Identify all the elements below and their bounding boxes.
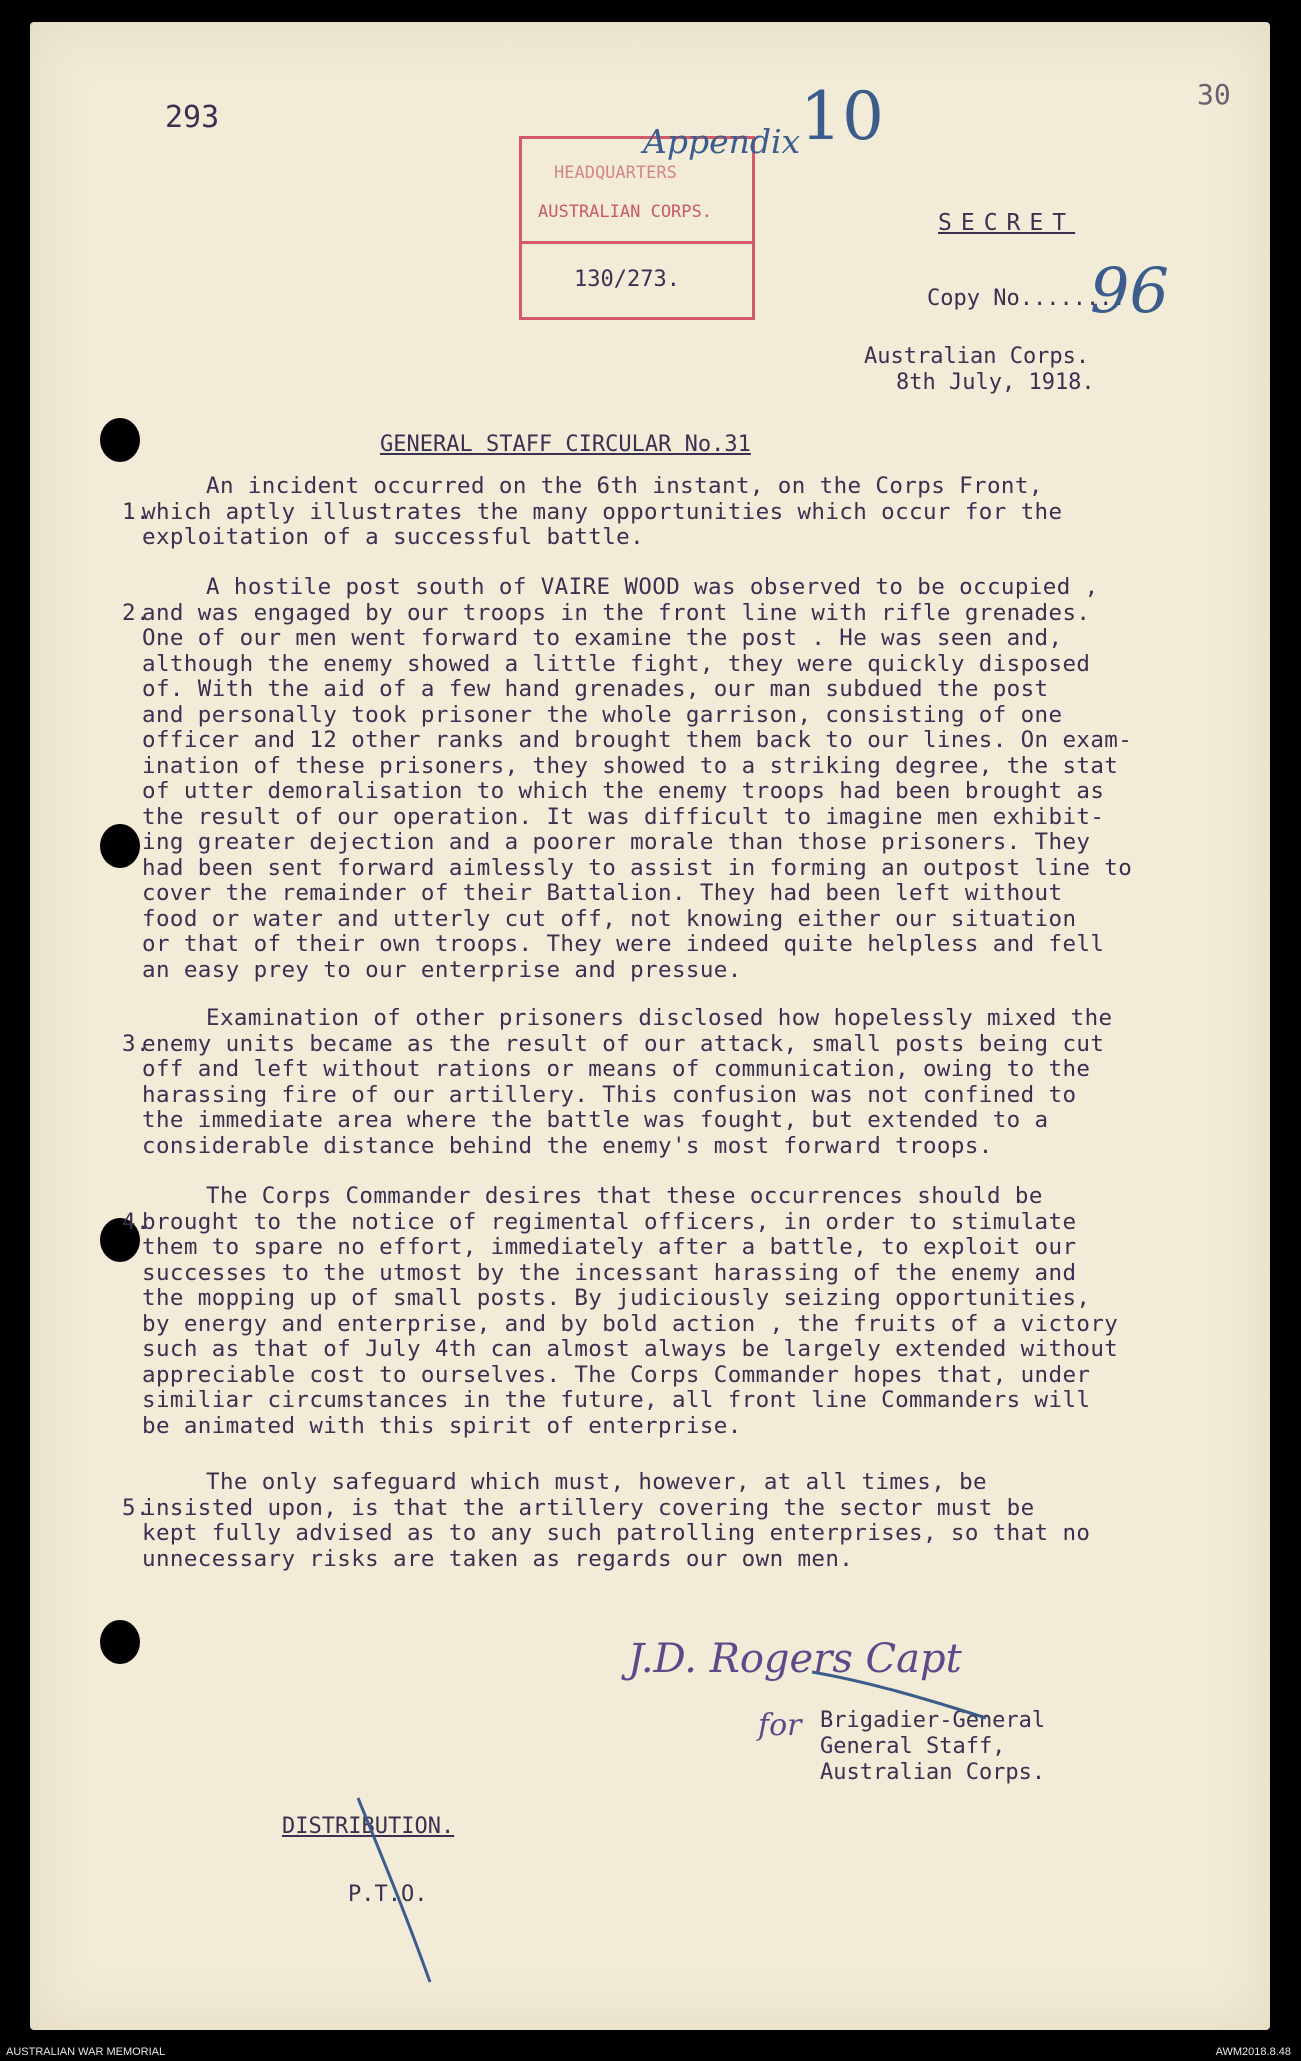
punch-hole — [100, 418, 140, 462]
paragraph-1 — [122, 473, 1252, 551]
paragraph-text: The only safeguard which must, however, at all times, be insisted upon, is that the artillery covering the sector must be kept fully advised as to any such patrolling enterprises, so that no unnecessary risks are taken as regards our own men. — [142, 1469, 1091, 1572]
footer-left: AUSTRALIAN WAR MEMORIAL — [6, 2046, 166, 2058]
punch-hole — [100, 824, 140, 868]
document-page — [30, 22, 1270, 2030]
paragraph-text: The Corps Commander desires that these occurrences should be brought to the notice of regimental officers, in order to stimulate them to spare no effort, immediately after a battle, to exploit our successes to the utmost by the incessant harassing of the enemy and the mopping up of small posts. By judiciously seizing opportunities, by energy and enterprise, and by bold action , the fruits of a victory such as that of July 4th can almost always be largely extended without appreciable cost to ourselves. The Corps Commander hopes that, under similiar circumstances in the future, all front line Commanders will be animated with this spirit of enterprise. — [142, 1183, 1119, 1439]
paragraph-number: 3. — [122, 1031, 150, 1057]
classification: SECRET — [938, 210, 1076, 236]
headquarters-stamp — [519, 136, 755, 320]
stamp-number: 130/273. — [574, 267, 680, 292]
blue-pencil-stroke — [350, 1792, 440, 1992]
paragraph-text: An incident occurred on the 6th instant, on the Corps Front, which aptly illustrates the many opportunities which occur for the exploitation of a successful battle. — [142, 473, 1063, 550]
signature-staff: General Staff, — [820, 1734, 1006, 1759]
date: 8th July, 1918. — [896, 370, 1095, 395]
origin: Australian Corps. — [864, 344, 1090, 369]
handwritten-signature: J.D. Rogers Capt — [628, 1636, 962, 1682]
stamp-line-1: HEADQUARTERS — [554, 163, 677, 183]
signature-corps: Australian Corps. — [820, 1760, 1046, 1785]
paragraph-number: 4. — [122, 1209, 150, 1235]
copy-label: Copy No........ — [927, 286, 1126, 311]
paragraph-number: 5. — [122, 1495, 150, 1521]
signature-rank: Brigadier-General — [820, 1708, 1046, 1733]
paragraph-3 — [122, 1005, 1252, 1159]
paragraph-2 — [122, 574, 1252, 983]
document-title: GENERAL STAFF CIRCULAR No.31 — [380, 432, 751, 457]
paragraph-text: A hostile post south of VAIRE WOOD was observed to be occupied , and was engaged by our troops in the front line with rifle grenades. One of our men went forward to examine the post . He was seen and, although the enemy showed a little fight, they were quickly disposed of. With the aid of a few hand grenades, our man subdued the post and personally took prisoner the whole garrison, consisting of one officer and 12 other ranks and brought them back to our lines. On exam- ination of these prisoners, they showed to a striking degree, the stat of utter demoralisation to which the enemy troops had been brought as the result of our operation. It was difficult to imagine men exhibit- ing greater dejection and a poorer morale than those prisoners. They had been sent forward aimlessly to assist in forming an outpost line to cover the remainder of their Battalion. They had been left without food or water and utterly cut off, not knowing either our situation or that of their own troops. They were indeed quite helpless and fell an easy prey to our enterprise and pressue. — [142, 574, 1133, 983]
signature-for: for — [758, 1708, 802, 1743]
paragraph-5 — [122, 1469, 1252, 1572]
signature-cross-stroke — [810, 1662, 990, 1722]
paragraph-text: Examination of other prisoners disclosed how hopelessly mixed the enemy units became as the result of our attack, small posts being cut off and left without rations or means of communication, owing to the harassing fire of our artillery. This confusion was not confined to the immediate area where the battle was fought, but extended to a considerable distance behind the enemy's most forward troops. — [142, 1005, 1113, 1159]
punch-hole — [100, 1620, 140, 1664]
footer-strip — [0, 2043, 1301, 2061]
folio-number-right: 30 — [1197, 78, 1231, 111]
paragraph-number: 2. — [122, 600, 150, 626]
pto-label: P.T.O. — [348, 1882, 428, 1907]
appendix-number: 10 — [800, 78, 884, 155]
copy-number: 96 — [1090, 254, 1169, 327]
footer-right: AWM2018.8.48 — [1215, 2046, 1291, 2058]
appendix-label: Appendix — [643, 122, 801, 161]
paragraph-4 — [122, 1183, 1252, 1439]
folio-number-left: 293 — [165, 100, 220, 135]
paragraph-number: 1. — [122, 499, 150, 525]
stamp-line-2: AUSTRALIAN CORPS. — [538, 202, 712, 222]
distribution-label: DISTRIBUTION. — [282, 1814, 455, 1839]
